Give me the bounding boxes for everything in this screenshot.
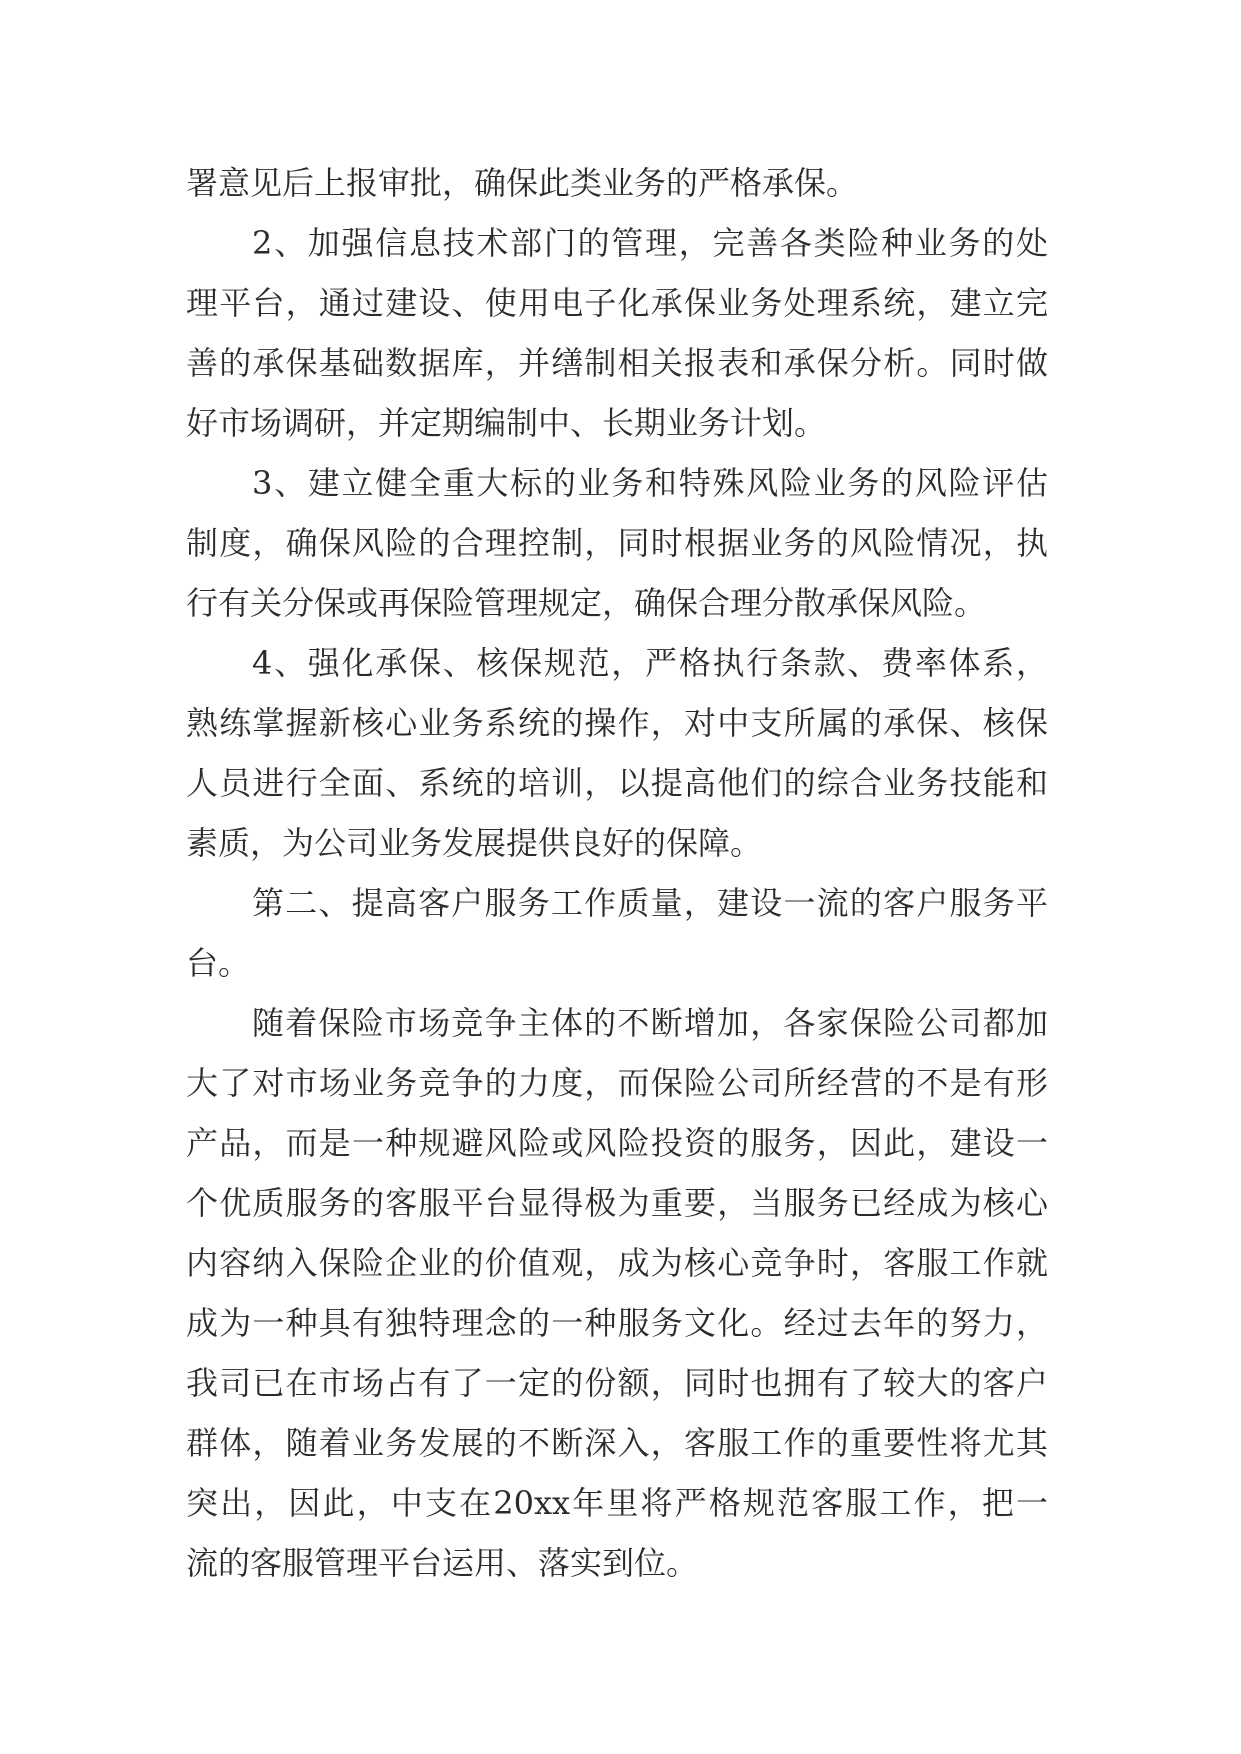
document-body	[186, 153, 1048, 1593]
paragraph-line: 突出，因此，中支在20xx年里将严格规范客服工作，把一	[186, 1484, 1048, 1522]
paragraph-line: 4、强化承保、核保规范，严格执行条款、费率体系，	[252, 644, 1048, 682]
paragraph-line: 署意见后上报审批，确保此类业务的严格承保。	[186, 164, 859, 202]
paragraph-line: 善的承保基础数据库，并缮制相关报表和承保分析。同时做	[186, 344, 1048, 382]
paragraph-line: 素质，为公司业务发展提供良好的保障。	[186, 824, 763, 862]
paragraph-line: 2、加强信息技术部门的管理，完善各类险种业务的处	[252, 224, 1048, 262]
paragraph-line: 个优质服务的客服平台显得极为重要，当服务已经成为核心	[186, 1184, 1048, 1222]
paragraph-line: 随着保险市场竞争主体的不断增加，各家保险公司都加	[252, 1004, 1048, 1042]
paragraph-line: 好市场调研，并定期编制中、长期业务计划。	[186, 404, 827, 442]
paragraph-line: 理平台，通过建设、使用电子化承保业务处理系统，建立完	[186, 284, 1048, 322]
paragraph-line: 台。	[186, 944, 251, 982]
paragraph-line: 内容纳入保险企业的价值观，成为核心竞争时，客服工作就	[186, 1244, 1048, 1282]
paragraph-line: 制度，确保风险的合理控制，同时根据业务的风险情况，执	[186, 524, 1048, 562]
paragraph-line: 产品，而是一种规避风险或风险投资的服务，因此，建设一	[186, 1124, 1048, 1162]
paragraph-line: 群体，随着业务发展的不断深入，客服工作的重要性将尤其	[186, 1424, 1048, 1462]
paragraph-line: 成为一种具有独特理念的一种服务文化。经过去年的努力，	[186, 1304, 1048, 1342]
paragraph-line: 第二、提高客户服务工作质量，建设一流的客户服务平	[252, 884, 1048, 922]
paragraph-line: 大了对市场业务竞争的力度，而保险公司所经营的不是有形	[186, 1064, 1048, 1102]
paragraph-line: 3、建立健全重大标的业务和特殊风险业务的风险评估	[252, 464, 1048, 502]
paragraph-line: 流的客服管理平台运用、落实到位。	[186, 1544, 699, 1582]
paragraph-line: 我司已在市场占有了一定的份额，同时也拥有了较大的客户	[186, 1364, 1048, 1402]
paragraph-line: 熟练掌握新核心业务系统的操作，对中支所属的承保、核保	[186, 704, 1048, 742]
paragraph-line: 人员进行全面、系统的培训，以提高他们的综合业务技能和	[186, 764, 1048, 802]
paragraph-line: 行有关分保或再保险管理规定，确保合理分散承保风险。	[186, 584, 987, 622]
